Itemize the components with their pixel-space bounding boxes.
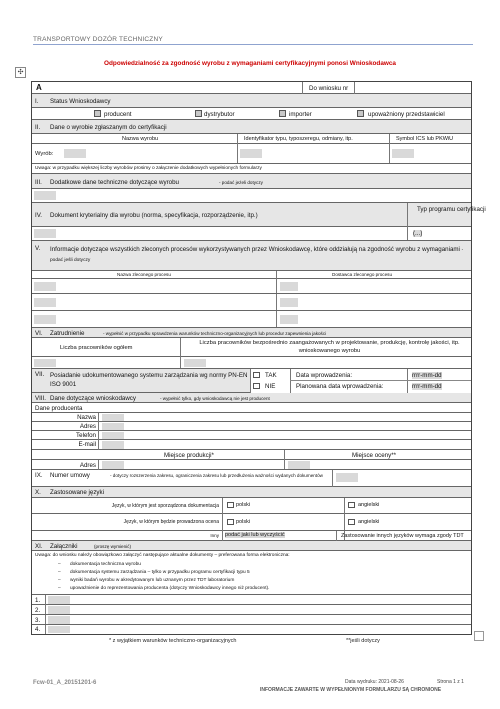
lang-eval-row: Język, w którym będzie prowadzona ocena polski angielski [32, 514, 471, 531]
evaluation-place-field[interactable] [288, 461, 310, 469]
producer-email-field[interactable] [102, 441, 124, 449]
section-3-header: III. Dodatkowe dane techniczne dotyczące wyrobu - podać jeżeli dotyczy [32, 174, 471, 189]
producer-field-row: E-mail [32, 440, 471, 450]
producer-field-row: Adres [32, 422, 471, 431]
wniosek-number-field[interactable] [356, 83, 468, 93]
other-language-field[interactable]: podać jaki lub wyczyścić [225, 532, 285, 538]
process-supplier-field[interactable] [280, 298, 298, 307]
employment-values [32, 357, 471, 369]
place-row: Adres [32, 460, 471, 470]
header-org: TRANSPORTOWY DOZÓR TECHNICZNY [33, 36, 163, 43]
section-8-header: VIII. Dane dotyczące wnioskodawcy - wypełnić tylko, gdy wnioskodawcą nie jest producent [32, 393, 471, 403]
footer-code: Fcw-01_A_20151201-6 [33, 680, 97, 686]
section-4-header: IV. Dokument kryterialny dla wyrobu (norma, specyfikacja, rozporządzenie, itp.) Typ programu certyfikacji [32, 203, 471, 227]
attachment-field[interactable] [48, 626, 70, 633]
iso-nie-checkbox[interactable] [253, 383, 260, 389]
attachment-row: 2. [32, 605, 471, 615]
iso-planned-date-field[interactable]: rrrr-mm-dd [412, 383, 442, 390]
form-title: Odpowiedzialność za zgodność wyrobu z wymaganiami certyfikacyjnymi ponosi Wnioskodawca [104, 60, 396, 67]
section-2-header: II. Dane o wyrobie zgłaszanym do certyfikacji [32, 120, 471, 134]
row-a [32, 82, 471, 94]
footer-warning: INFORMACJE ZAWARTE W WYPEŁNIONYM FORMULARZU SĄ CHRONIONE [260, 687, 442, 693]
przedstawiciel-checkbox[interactable] [357, 110, 364, 117]
process-supplier-field[interactable] [280, 315, 298, 324]
lang-doc-row: Język, w którym jest sporządzona dokumentacja polski angielski [32, 498, 471, 514]
end-marker [474, 631, 484, 641]
iso-date-field[interactable]: rrrr-mm-dd [412, 372, 442, 379]
producer-name-field[interactable] [102, 414, 124, 421]
doc-polish-checkbox[interactable] [227, 502, 234, 508]
attachment-field[interactable] [48, 606, 70, 614]
producer-field-row: Telefon [32, 431, 471, 440]
product-table-header: Nazwa wyrobu Identyfikator typu, typoszeregu, odmiany, itp. Symbol ICS lub PKWiU [32, 134, 471, 144]
product-note: Uwaga: w przypadku większej liczby wyrobów prosimy o załączenie dodatkowych wypełnionych formularzy [32, 164, 471, 174]
attachment-row: 4. [32, 625, 471, 634]
attachment-row: 3. [32, 615, 471, 625]
place-header: Miejsce produkcji* Miejsce oceny** [32, 450, 471, 460]
status-title: Status Wnioskodawcy [50, 98, 111, 105]
eval-polish-checkbox[interactable] [227, 519, 234, 525]
producer-address-field[interactable] [102, 423, 124, 430]
process-name-field[interactable] [34, 315, 56, 324]
footer-page: Strona 1 z 1 [437, 679, 464, 685]
attachment-field[interactable] [48, 616, 70, 624]
producer-field-row: Nazwa [32, 413, 471, 422]
eval-english-checkbox[interactable] [348, 519, 355, 525]
product-type-field[interactable] [240, 149, 262, 158]
process-name-field[interactable] [34, 282, 56, 291]
technical-data-row [32, 189, 471, 203]
section-9: IX. Numer umowy - dotyczy rozszerzenia zakresu, ograniczenia zakresu lub przedłużenia ważności wydanych dokumentów [32, 470, 471, 487]
process-name-field[interactable] [34, 298, 56, 307]
process-row [32, 279, 471, 294]
dystrybutor-checkbox[interactable] [195, 110, 202, 117]
section-10-header: X. Zastosowane języki [32, 487, 471, 498]
employment-header: Liczba pracowników ogółem Liczba pracowników bezpośrednio zaangażowanych w projektowanie, produkcję, kontrolę jakości, itp. wnioskowanego wyrobu [32, 338, 471, 357]
product-name-field[interactable] [64, 149, 86, 158]
criteria-field[interactable] [34, 229, 56, 238]
contract-number-field[interactable] [336, 473, 358, 482]
section-5-header: V. Informacje dotyczące wszystkich zleconych procesów wykorzystywanych przez Wnioskodawcę, które oddziałują na zgodność wyrobu z wymaganiami - podać jeśli dotyczy [32, 241, 471, 271]
section-6-header: VI. Zatrudnienie - wypełnić w przypadku sprawdzenia warunków techniczno-organizacyjnych lub procedur zapewnienia jakości [32, 328, 471, 338]
status-options: producent dystrybutor importer upoważniony przedstawiciel [32, 108, 471, 120]
producer-title: Dane producenta [32, 403, 471, 413]
production-place-field[interactable] [102, 461, 124, 469]
attachments-note: Uwaga: do wniosku należy obowiązkowo załączyć następujące aktualne dokumenty – preferowana forma elektroniczna: – dokumentacja techniczna wyrobu – dokumentacja systemu zarządzania – tylko w przypadku programu certyfikacji typu 5 – wyniki badań wyrobu w akredytowanym lub uznanym przez TDT laboratorium – upoważnienie do reprezentowania producenta (dotyczy Wnioskodawcy innego niż producent). [32, 551, 471, 595]
processes-header: Nazwa zleconego procesu Dostawca zleconego procesu [32, 271, 471, 279]
iso-tak-checkbox[interactable] [253, 372, 260, 378]
attachment-field[interactable] [48, 596, 70, 604]
footnote-1: * z wyjątkiem warunków techniczno-organizacyjnych [109, 638, 237, 644]
move-handle-icon[interactable]: ✣ [15, 67, 26, 78]
technical-data-field[interactable] [34, 191, 56, 200]
a-label: A [36, 83, 42, 92]
lang-other-row: Inny podać jaki lub wyczyścić Zastosowanie innych języków wymaga zgody TDT [32, 531, 471, 541]
process-row [32, 294, 471, 311]
wniosek-label: Do wniosku nr [309, 85, 349, 92]
producent-checkbox[interactable] [94, 110, 101, 117]
header-line [33, 44, 473, 45]
section-11-header: XI. Załączniki (proszę wymienić) [32, 541, 471, 551]
doc-english-checkbox[interactable] [348, 502, 355, 508]
section-1-header: I. Status Wnioskodawcy [32, 94, 471, 108]
employees-total-field[interactable] [34, 359, 56, 367]
product-row: Wyrób: [32, 144, 471, 164]
form [31, 81, 486, 635]
section-7: VII. Posiadanie udokumentowanego systemu zarządzania wg normy PN-EN ISO 9001 TAK NIE Data wprowadzenia: Planowana data wprowadzenia: rrrr-mm-dd rrrr-mm-dd [32, 369, 471, 393]
process-supplier-field[interactable] [280, 282, 298, 291]
producer-phone-field[interactable] [102, 432, 124, 439]
process-row [32, 311, 471, 328]
program-type-label: Typ programu certyfikacji [417, 206, 486, 213]
importer-checkbox[interactable] [279, 110, 286, 117]
product-ics-field[interactable] [392, 149, 414, 158]
footer-date: Data wydruku: 2021-08-26 [345, 679, 404, 685]
attachment-row: 1. [32, 595, 471, 605]
criteria-row [32, 227, 471, 241]
program-type-select[interactable]: (...) [413, 230, 423, 237]
footnote-2: **jeśli dotyczy [346, 638, 380, 644]
employees-involved-field[interactable] [184, 359, 206, 367]
